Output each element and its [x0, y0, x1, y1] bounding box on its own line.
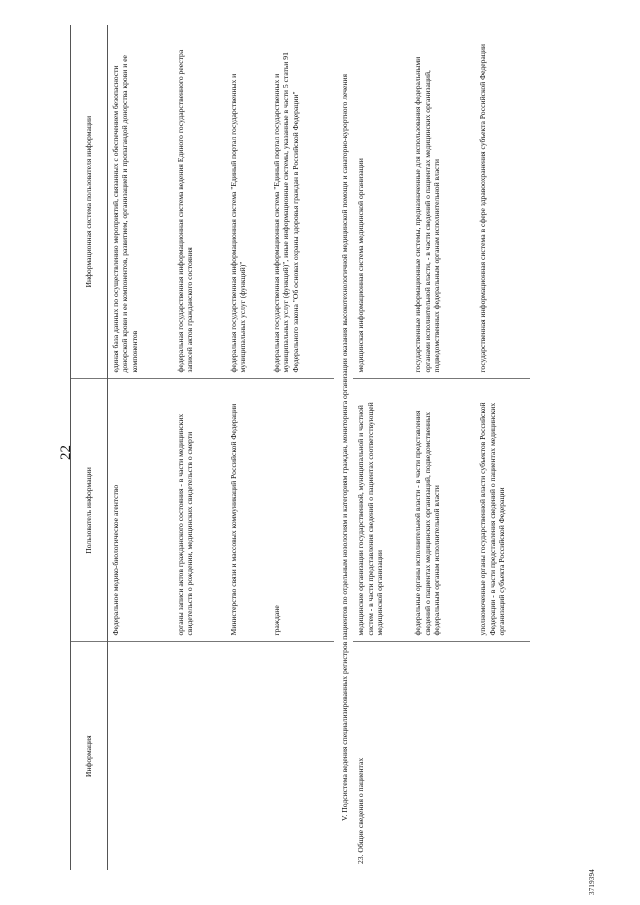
- system-cell: медицинская информационная система медицинской организации: [353, 25, 410, 379]
- header-information: Информация: [71, 642, 108, 870]
- table-header-row: [71, 25, 108, 870]
- table-row: [475, 25, 530, 870]
- table-row: [173, 25, 226, 870]
- info-cell: [226, 642, 269, 870]
- table-row: [410, 25, 475, 870]
- table-row: [108, 25, 174, 870]
- user-cell: уполномоченные органы государственной власти субъектов Российской Федерации - в части представления сведений о пациентах медицинских организаций субъекта Российской Федерации: [475, 379, 530, 642]
- user-cell: органы записи актов гражданского состояния - в части медицинских свидетельств о рождении, медицинских свидетельств о смерти: [173, 379, 226, 642]
- table-row: [353, 25, 410, 870]
- system-cell: федеральная государственная информационная система ведения Единого государственного реестра записей актов гражданского состояния: [173, 25, 226, 379]
- system-cell: единая база данных по осуществлению мероприятий, связанных с обеспечением безопасности донорской крови и ее компонентов, развитием, организацией и пропагандой донорства крови и ее компонентов: [108, 25, 174, 379]
- header-information-user: Пользователь информации: [71, 379, 108, 642]
- system-cell: федеральная государственная информационная система "Единый портал государственных и муниципальных услуг (функций)", иные информационные системы, указанные в части 5 статьи 91 Федерального закона "Об основах охраны здоровья граждан в Российской Федерации": [269, 25, 334, 379]
- system-cell: федеральная государственная информационная система "Единый портал государственных и муниципальных услуг (функций)": [226, 25, 269, 379]
- info-cell: [410, 642, 475, 870]
- header-user-information-system: Информационная система пользователя информации: [71, 25, 108, 379]
- system-cell: государственная информационная система в сфере здравоохранения субъекта Российской Федерации: [475, 25, 530, 379]
- information-table: [70, 25, 530, 870]
- system-cell: государственные информационные системы, предназначенные для использования федеральными органами исполнительной власти, - в части сведений о пациентах медицинских организаций, подведомственных федеральным органам исполнительной власти: [410, 25, 475, 379]
- info-cell: 23. Общие сведения о пациентах: [356, 757, 366, 864]
- user-cell: федеральные органы исполнительной власти - в части представления сведений о пациентах медицинских организаций, подведомственных федеральным органам исполнительной власти: [410, 379, 475, 642]
- info-cell: [475, 642, 530, 870]
- document-code: 3719394: [588, 869, 596, 895]
- user-cell: Федеральное медико-биологическое агентство: [108, 379, 174, 642]
- table-row: [269, 25, 334, 870]
- page-number: 22: [58, 445, 74, 460]
- info-cell: [108, 642, 174, 870]
- section-row: [334, 25, 353, 870]
- info-cell: [173, 642, 226, 870]
- user-cell: медицинские организации государственной, муниципальной и частной систем - в части представления сведений о пациентах соответствующей медицинской организации: [353, 379, 410, 642]
- info-cell: [269, 642, 334, 870]
- user-cell: граждане: [269, 379, 334, 642]
- section-title: V. Подсистема ведения специализированных регистров пациентов по отдельным нозологиям и категориям граждан, мониторинга организации оказания высокотехнологичной медицинской помощи и санаторно-курортного лечения: [340, 74, 349, 821]
- user-cell: Министерство связи и массовых коммуникаций Российской Федерации: [226, 379, 269, 642]
- table-row: [226, 25, 269, 870]
